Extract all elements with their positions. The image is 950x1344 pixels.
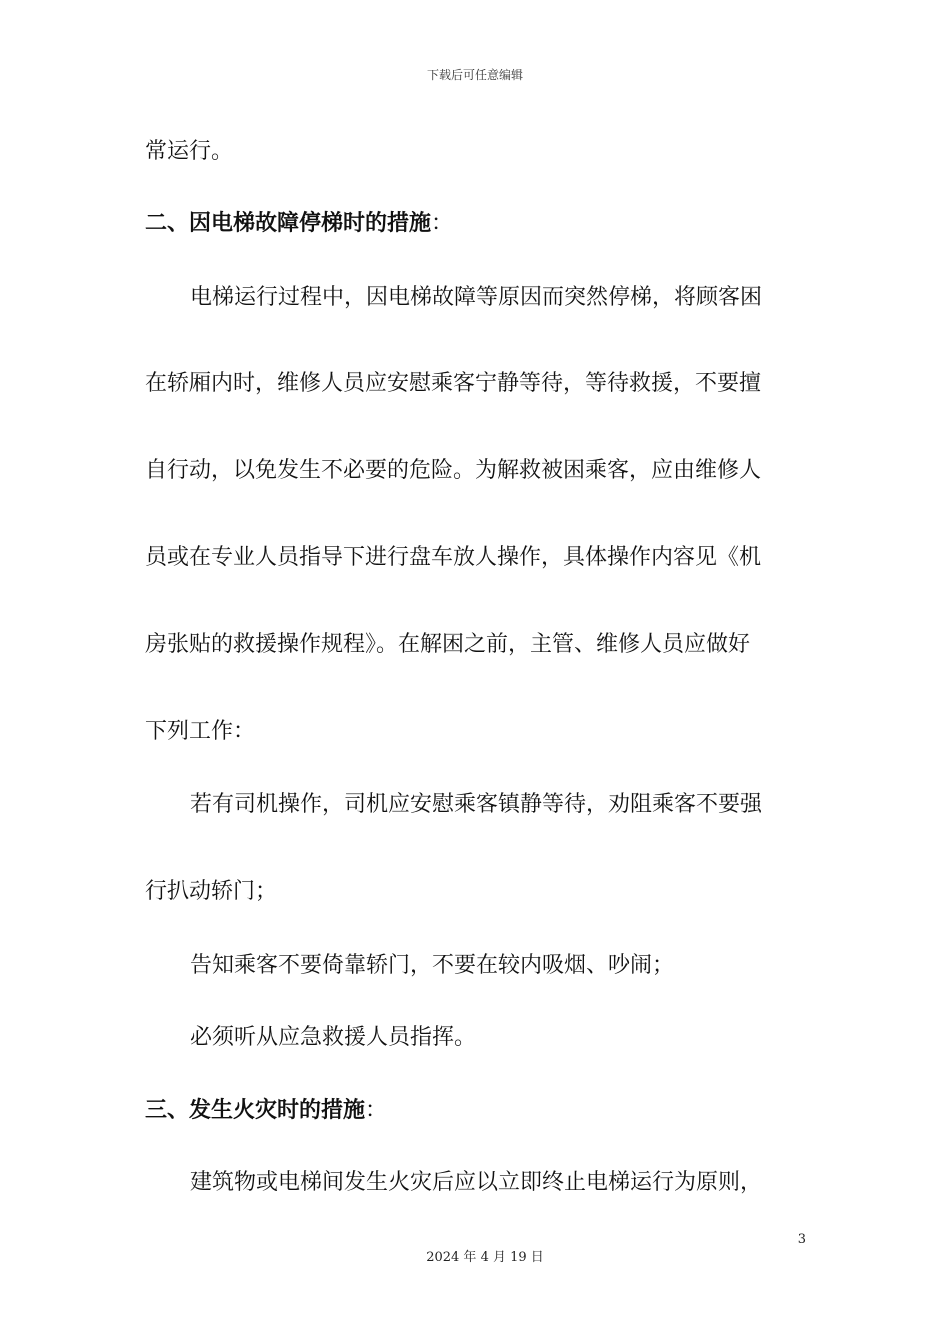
text-line: 必须听从应急救援人员指挥。 [190, 1025, 477, 1050]
heading-text: 二、因电梯故障停梯时的措施 [145, 211, 432, 236]
footer-date: 2024 年 4 月 19 日 [426, 1250, 544, 1265]
section-heading-2 [145, 209, 453, 239]
heading-text: 三、发生火灾时的措施 [145, 1098, 366, 1123]
text-line: 房张贴的救援操作规程》。在解困之前，主管、维修人员应做好 [145, 632, 751, 657]
text-line: 行扒动轿门； [145, 879, 278, 904]
page-header: 下载后可任意编辑 [426, 68, 523, 82]
text-line: 常运行。 [145, 139, 234, 164]
text-line: 自行动，以免发生不必要的危险。为解救被困乘客，应由维修人 [145, 458, 762, 483]
heading-colon: ： [431, 211, 454, 236]
text-line: 下列工作： [145, 719, 256, 744]
text-line: 员或在专业人员指导下进行盘车放人操作，具体操作内容见《机 [145, 545, 762, 570]
section-heading-3 [145, 1096, 387, 1126]
page-number: 3 [797, 1232, 806, 1247]
text-line: 电梯运行过程中，因电梯故障等原因而突然停梯，将顾客困 [190, 285, 763, 310]
text-line: 若有司机操作，司机应安慰乘客镇静等待，劝阻乘客不要强 [190, 792, 763, 817]
heading-colon: ： [365, 1098, 388, 1123]
text-line: 建筑物或电梯间发生火灾后应以立即终止电梯运行为原则， [190, 1170, 763, 1195]
text-line: 在轿厢内时，维修人员应安慰乘客宁静等待，等待救援，不要擅 [145, 371, 762, 396]
text-line: 告知乘客不要倚靠轿门，不要在较内吸烟、吵闹； [190, 953, 675, 978]
